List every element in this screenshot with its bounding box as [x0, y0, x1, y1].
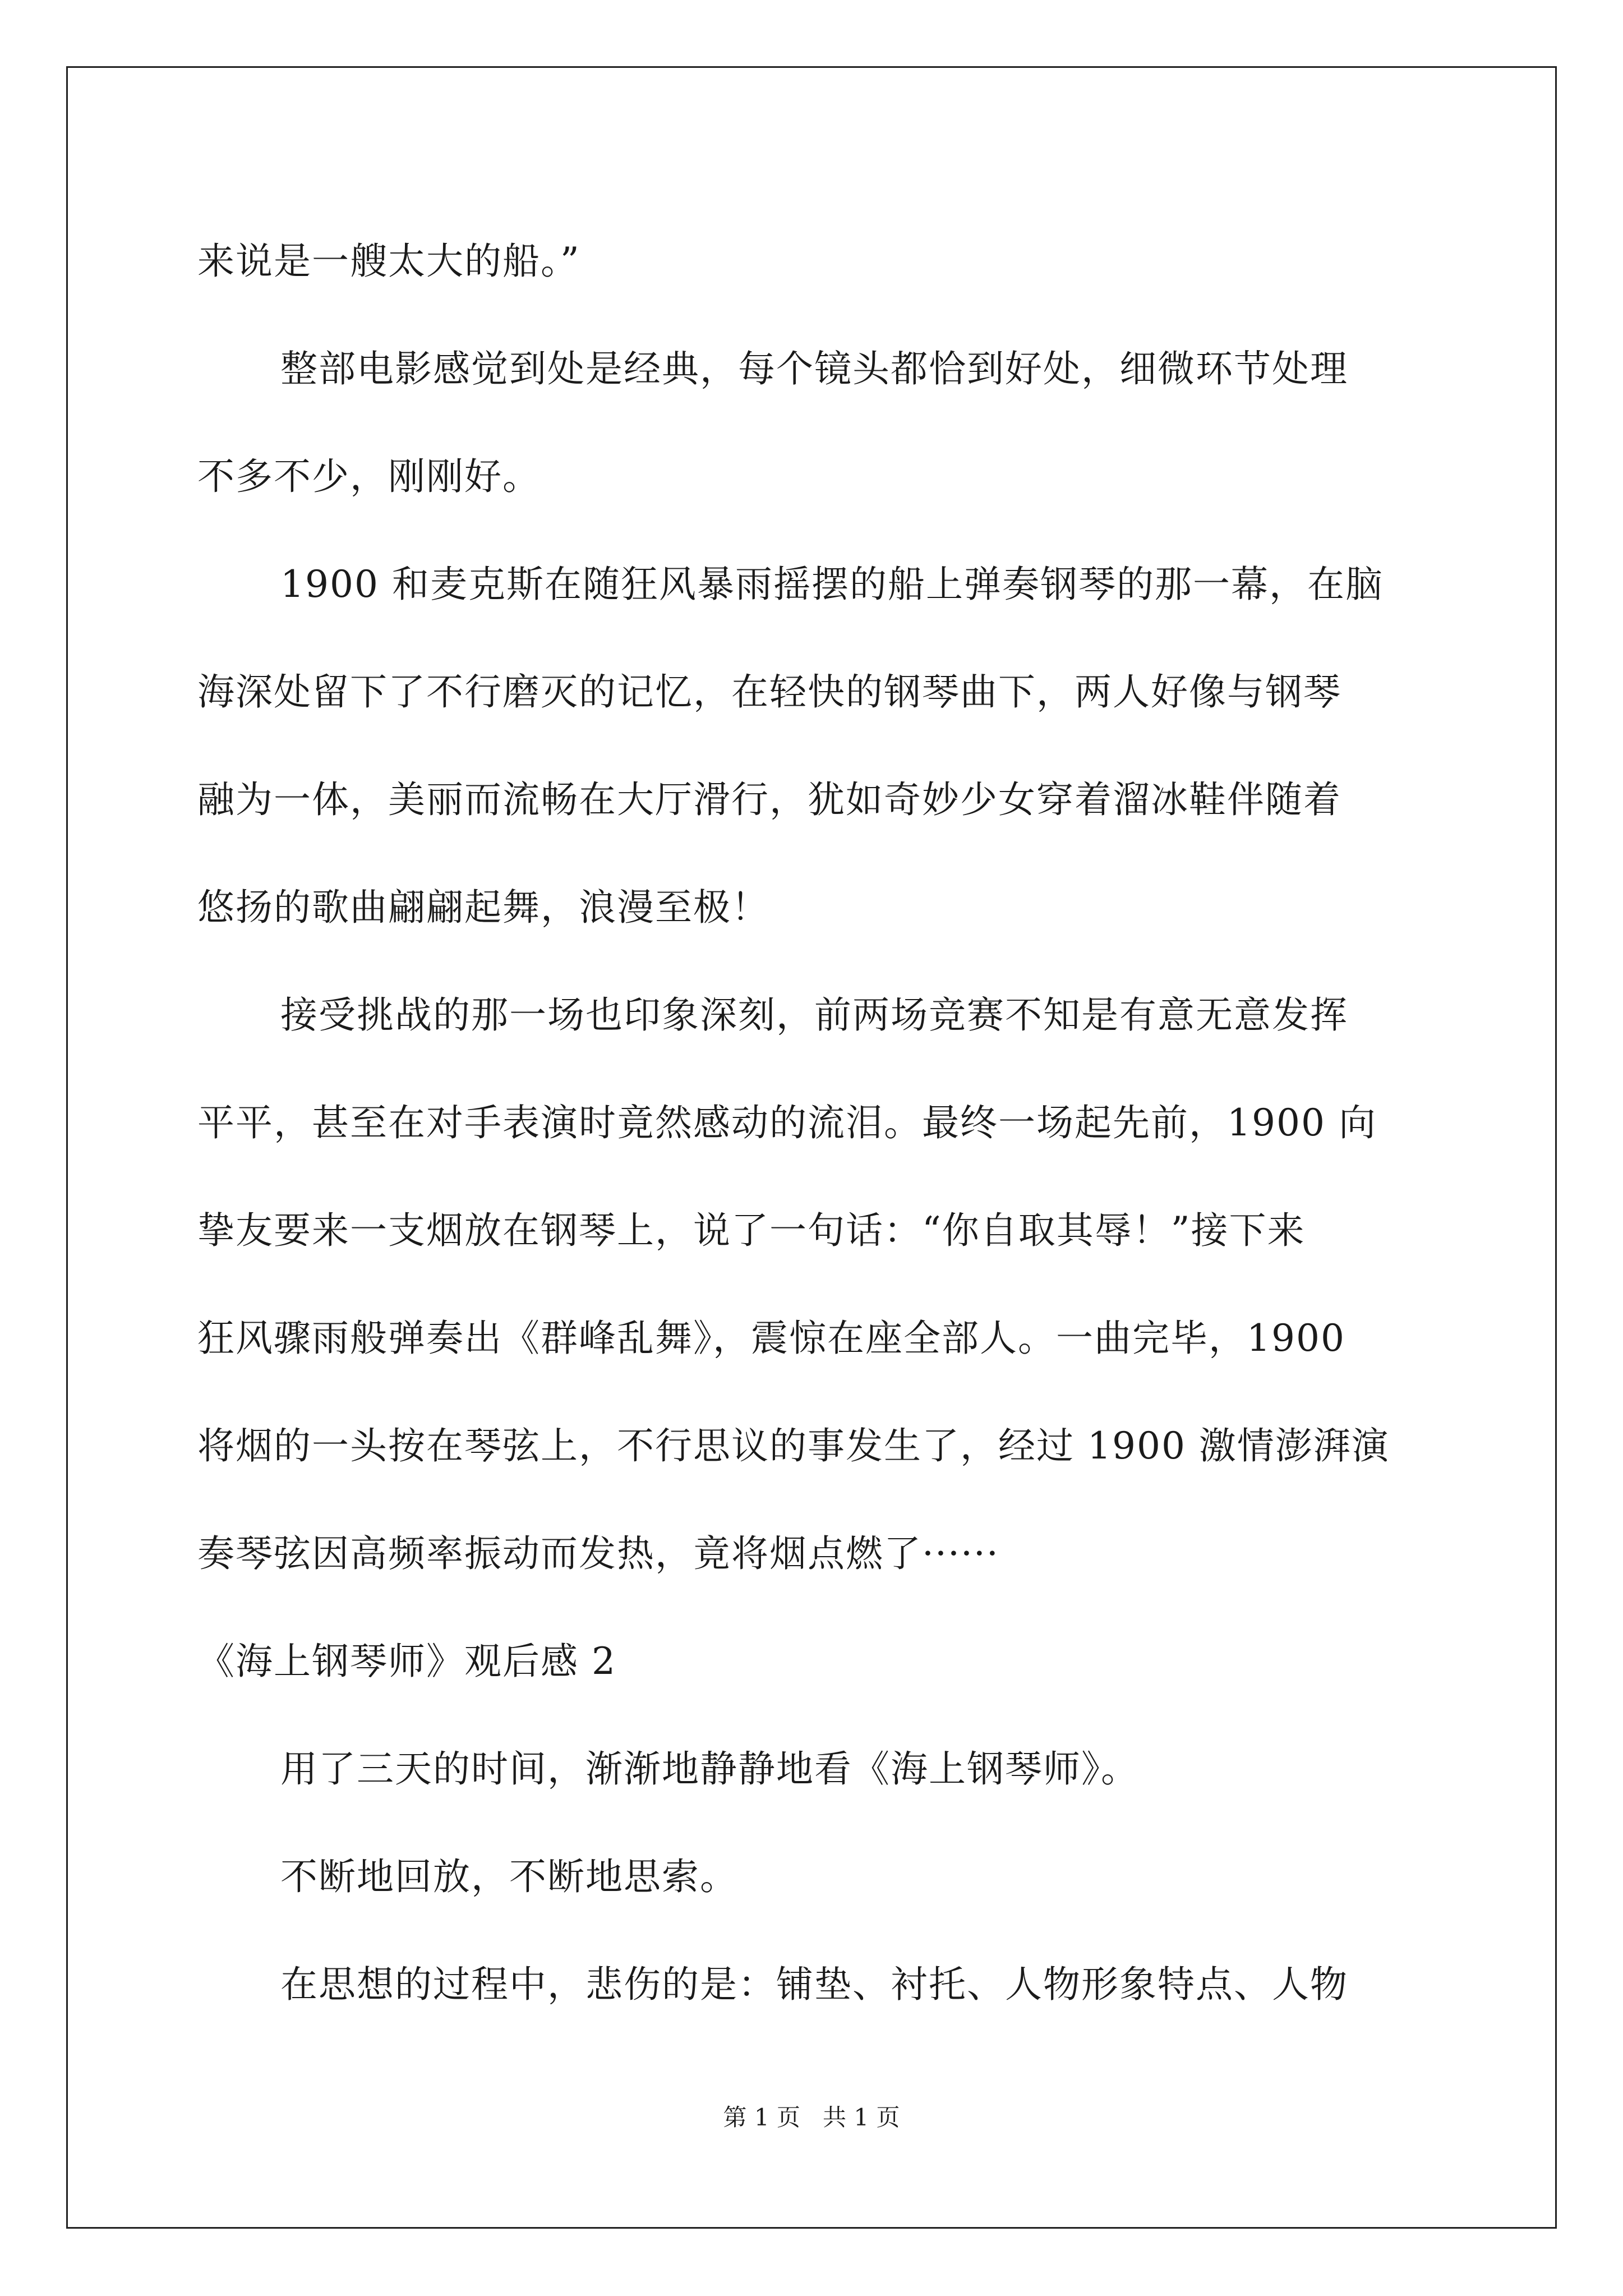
text-line: 1900 和麦克斯在随狂风暴雨摇摆的船上弹奏钢琴的那一幕，在脑 — [280, 563, 1384, 606]
text-line: 海深处留下了不行磨灭的记忆，在轻快的钢琴曲下，两人好像与钢琴 — [197, 670, 1341, 714]
text-line: 不多不少，刚刚好。 — [197, 455, 541, 498]
text-line: 整部电影感觉到处是经典，每个镜头都恰到好处，细微环节处理 — [280, 347, 1348, 390]
text-line: 不断地回放，不断地思索。 — [280, 1855, 738, 1898]
text-line: 平平，甚至在对手表演时竟然感动的流泪。最终一场起先前，1900 向 — [197, 1101, 1377, 1144]
section-heading: 《海上钢琴师》观后感 2 — [197, 1640, 616, 1683]
text-line: 狂风骤雨般弹奏出《群峰乱舞》，震惊在座全部人。一曲完毕，1900 — [197, 1317, 1345, 1360]
text-line: 接受挑战的那一场也印象深刻，前两场竞赛不知是有意无意发挥 — [280, 993, 1348, 1037]
text-line: 用了三天的时间，渐渐地静静地看《海上钢琴师》。 — [280, 1747, 1139, 1791]
text-line: 在思想的过程中，悲伤的是：铺垫、衬托、人物形象特点、人物 — [280, 1963, 1348, 2006]
text-line: 融为一体，美丽而流畅在大厅滑行，犹如奇妙少女穿着溜冰鞋伴随着 — [197, 778, 1341, 821]
text-line: 奏琴弦因高频率振动而发热，竟将烟点燃了······ — [197, 1532, 999, 1575]
page-number-footer: 第 1 页 共 1 页 — [723, 2104, 900, 2131]
text-line: 挚友要来一支烟放在钢琴上，说了一句话：“你自取其辱！”接下来 — [197, 1209, 1306, 1252]
document-body — [197, 208, 1431, 2039]
text-line: 来说是一艘太大的船。” — [197, 240, 580, 283]
text-line: 将烟的一头按在琴弦上，不行思议的事发生了，经过 1900 激情澎湃演 — [197, 1424, 1390, 1467]
text-line: 悠扬的歌曲翩翩起舞，浪漫至极！ — [197, 886, 769, 929]
